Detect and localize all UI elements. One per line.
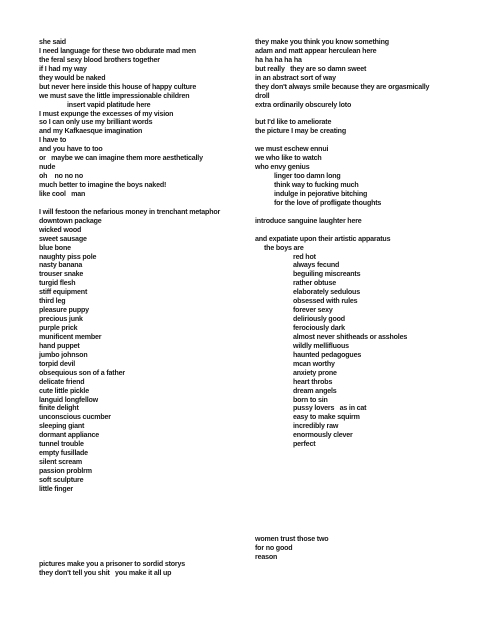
poem-line: nasty banana (39, 261, 83, 270)
poem-line: pictures make you a prisoner to sordid storys (39, 560, 186, 568)
poem-line: trouser snake (39, 270, 84, 279)
poem-line: torpid devil (39, 359, 76, 368)
poem-line: or maybe we can imagine them more aesthetically (39, 154, 203, 163)
poem-line: for no good (255, 543, 293, 552)
poem-line: third leg (39, 297, 66, 306)
poem-line: passion problrm (39, 467, 92, 475)
poem-line: they don't tell you shit you make it all up (39, 568, 172, 577)
poem-line: deliriously good (293, 315, 345, 324)
poem-line: for the love of profligate thoughts (274, 198, 382, 207)
poem-line: beguiling miscreants (293, 270, 361, 279)
poem-line: so I can only use my brilliant words (39, 118, 153, 127)
poem-line: almost never shitheads or assholes (293, 332, 408, 341)
poem-line: much better to imagine the boys naked! (39, 181, 167, 189)
poem-line: reason (255, 552, 278, 561)
poem-line: and my Kafkaesque imagination (39, 127, 143, 136)
poem-line: forever sexy (293, 306, 333, 315)
poem-line: pussy lovers as in cat (293, 404, 367, 413)
poem-line: oh no no no (39, 172, 83, 181)
poem-line: jumbo johnson (39, 350, 88, 359)
poem-line: wicked wood (39, 225, 82, 234)
poem-line: the feral sexy blood brothers together (39, 55, 160, 64)
poem-line: downtown package (39, 216, 102, 225)
poem-line: munificent member (39, 332, 102, 341)
stanza-break (255, 136, 465, 145)
poem-line: elaborately sedulous (293, 288, 360, 297)
poem-line: ha ha ha ha ha (255, 55, 302, 64)
poem-line: easy to make squirm (293, 413, 360, 422)
poem-line: and expatiate upon their artistic apparatus (255, 234, 391, 243)
poem-line: introduce sanguine laughter here (255, 216, 362, 225)
poem-line: rather obtuse (293, 279, 336, 288)
poem-line: dream angels (293, 386, 337, 395)
poem-line: precious junk (39, 315, 83, 324)
poem-line: we must eschew ennui (255, 145, 329, 154)
stanza-break (39, 199, 249, 208)
poem-line: we must save the little impressionable children (39, 91, 190, 100)
poem-line: extra ordinarily obscurely loto (255, 100, 352, 109)
poem-line: if I had my way (39, 64, 87, 73)
poem-line: naughty piss pole (39, 252, 97, 261)
poem-line: silent scream (39, 458, 83, 467)
poem-line: purple prick (39, 324, 78, 332)
poem-line: little finger (39, 484, 73, 493)
poem-line: tunnel trouble (39, 440, 84, 449)
poem-line: born to sin (293, 395, 328, 404)
poem-line: heart throbs (293, 377, 333, 386)
poem-line: they make you think you know something (255, 38, 389, 46)
poem-line: she said (39, 38, 66, 46)
poem-line: sweet sausage (39, 234, 87, 243)
poem-line: perfect (293, 440, 316, 449)
poem-line: sleeping giant (39, 422, 85, 431)
poem-line: women trust those two (255, 535, 329, 543)
poem-column-left (39, 38, 249, 494)
poem-line: but really they are so damn sweet (255, 64, 367, 73)
poem-line: enormously clever (293, 431, 353, 440)
poem-line: I must expunge the excesses of my vision (39, 109, 174, 118)
poem-line: who envy genius (255, 163, 310, 172)
poem-line: I will festoon the nefarious money in trenchant metaphor (39, 207, 221, 216)
poem-line: finite delight (39, 404, 79, 413)
poem-footer-right (255, 535, 465, 562)
stanza-break (255, 226, 465, 235)
poem-line: adam and matt appear herculean here (255, 46, 377, 55)
poem-line: I have to (39, 136, 67, 145)
poem-line: nude (39, 163, 56, 172)
stanza-break (255, 110, 465, 119)
poem-line: empty fusillade (39, 449, 88, 458)
poem-line: insert vapid platitude here (67, 100, 151, 109)
poem-line: delicate friend (39, 377, 85, 386)
poem-line: anxiety prone (293, 368, 337, 377)
poem-line: they don't always smile because they are orgasmically (255, 82, 430, 91)
poem-line: blue bone (39, 243, 71, 252)
poem-footer-left (39, 560, 249, 578)
poem-line: linger too damn long (274, 172, 341, 181)
poem-line: red hot (293, 252, 316, 261)
poem-line: ferociously dark (293, 324, 345, 332)
poem-line: always fecund (293, 261, 340, 270)
poem-line: haunted pedagogues (293, 350, 362, 359)
poem-line: but never here inside this house of happy culture (39, 82, 197, 91)
poem-line: I need language for these two obdurate mad men (39, 46, 196, 55)
poem-line: obsessed with rules (293, 297, 358, 306)
poem-line: dormant appliance (39, 431, 100, 440)
poem-line: in an abstract sort of way (255, 73, 336, 82)
poem-line: hand puppet (39, 341, 80, 350)
poem-line: stiff equipment (39, 288, 88, 297)
poem-line: like cool man (39, 189, 86, 198)
stanza-break (255, 208, 465, 217)
poem-line: languid longfellow (39, 395, 99, 404)
poem-line: droll (255, 91, 270, 100)
poem-line: cute little pickle (39, 386, 89, 395)
poem-line: indulge in pejorative bitching (274, 189, 368, 198)
poem-column-right (255, 38, 465, 449)
poem-line: unconscious cucmber (39, 413, 111, 422)
poem-line: the boys are (264, 243, 304, 252)
poem-line: the picture I may be creating (255, 127, 346, 136)
poem-line: turgid flesh (39, 279, 76, 288)
poem-line: they would be naked (39, 73, 106, 82)
poem-line: incredibly raw (293, 422, 339, 431)
poem-line: and you have to too (39, 145, 103, 154)
poem-line: soft sculpture (39, 475, 84, 484)
poem-line: think way to fucking much (274, 181, 359, 189)
poem-line: mcan worthy (293, 359, 335, 368)
poem-line: but I'd like to ameliorate (255, 118, 332, 127)
poem-line: we who like to watch (255, 154, 322, 163)
poem-line: pleasure puppy (39, 306, 89, 315)
poem-line: wildly mellifluous (293, 341, 349, 350)
poem-line: obsequious son of a father (39, 368, 125, 377)
